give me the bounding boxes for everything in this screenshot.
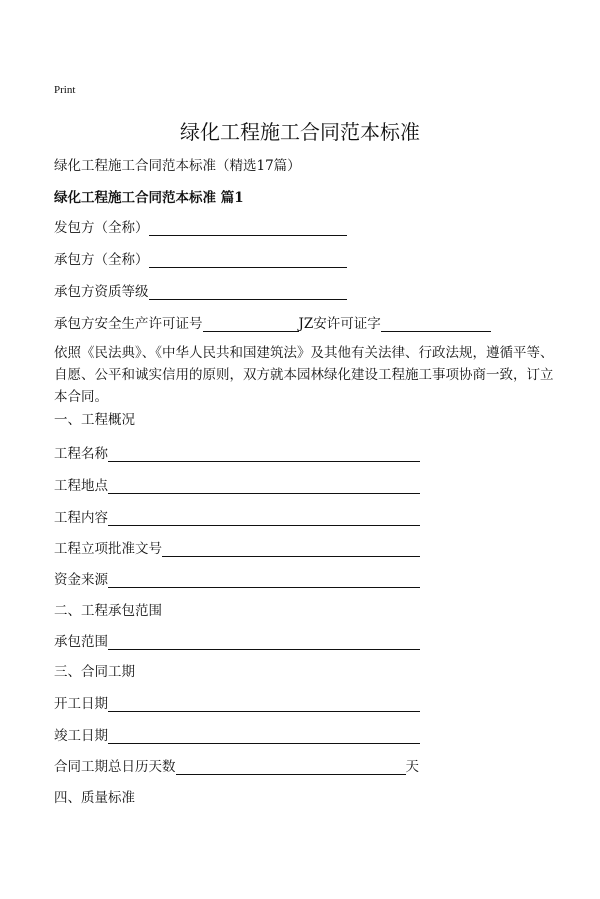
field-label: 工程立项批准文号 [54,541,162,557]
field-fund-source [54,568,420,588]
blank-line [108,635,420,650]
section-heading-1: 一、工程概况 [54,412,135,428]
section-heading-2: 二、工程承包范围 [54,603,162,619]
blank-line [203,317,299,332]
field-end-date [54,724,420,744]
blank-line [176,760,406,775]
field-project-name [54,442,420,462]
intro-paragraph: 依照《民法典》、《中华人民共和国建筑法》及其他有关法律、行政法规，遵循平等、自愿、公平和诚实信用的原则，双方就本园林绿化建设工程施工事项协商一致，订立本合同。 [54,345,554,405]
document-subtitle: 绿化工程施工合同范本标准（精选17篇） [54,158,301,174]
field-label: 承包范围 [54,634,108,650]
blank-line [149,253,347,268]
field-label: 竣工日期 [54,728,108,744]
blank-line [149,285,347,300]
field-qualification [54,280,347,300]
field-scope [54,630,420,650]
field-label: 工程名称 [54,446,108,462]
field-project-content [54,506,420,526]
blank-line [108,447,420,462]
field-label: 资金来源 [54,572,108,588]
blank-line [108,511,420,526]
field-label: JZ安许可证字 [298,316,381,332]
print-label[interactable]: Print [54,84,76,96]
section-heading-4: 四、质量标准 [54,790,135,806]
field-label: 发包方（全称） [54,220,149,236]
section-heading-3: 三、合同工期 [54,664,135,680]
document-title: 绿化工程施工合同范本标准 [180,120,420,144]
field-label: 开工日期 [54,696,108,712]
blank-line [108,729,420,744]
field-approval-number [54,537,420,557]
days-unit: 天 [405,759,419,775]
field-start-date [54,692,420,712]
blank-line [108,573,420,588]
field-label: 工程地点 [54,478,108,494]
field-party-a [54,216,347,236]
field-licenses [54,312,491,332]
field-label: 合同工期总日历天数 [54,759,176,775]
field-project-location [54,474,420,494]
blank-line [381,317,491,332]
field-party-b [54,248,347,268]
blank-line [162,542,420,557]
field-label: 工程内容 [54,510,108,526]
section-title: 绿化工程施工合同范本标准 篇1 [54,190,244,206]
field-total-days [54,755,419,775]
blank-line [149,221,347,236]
blank-line [108,697,420,712]
field-label: 承包方资质等级 [54,284,149,300]
field-label: 承包方（全称） [54,252,149,268]
field-label: 承包方安全生产许可证号 [54,316,203,332]
blank-line [108,479,420,494]
